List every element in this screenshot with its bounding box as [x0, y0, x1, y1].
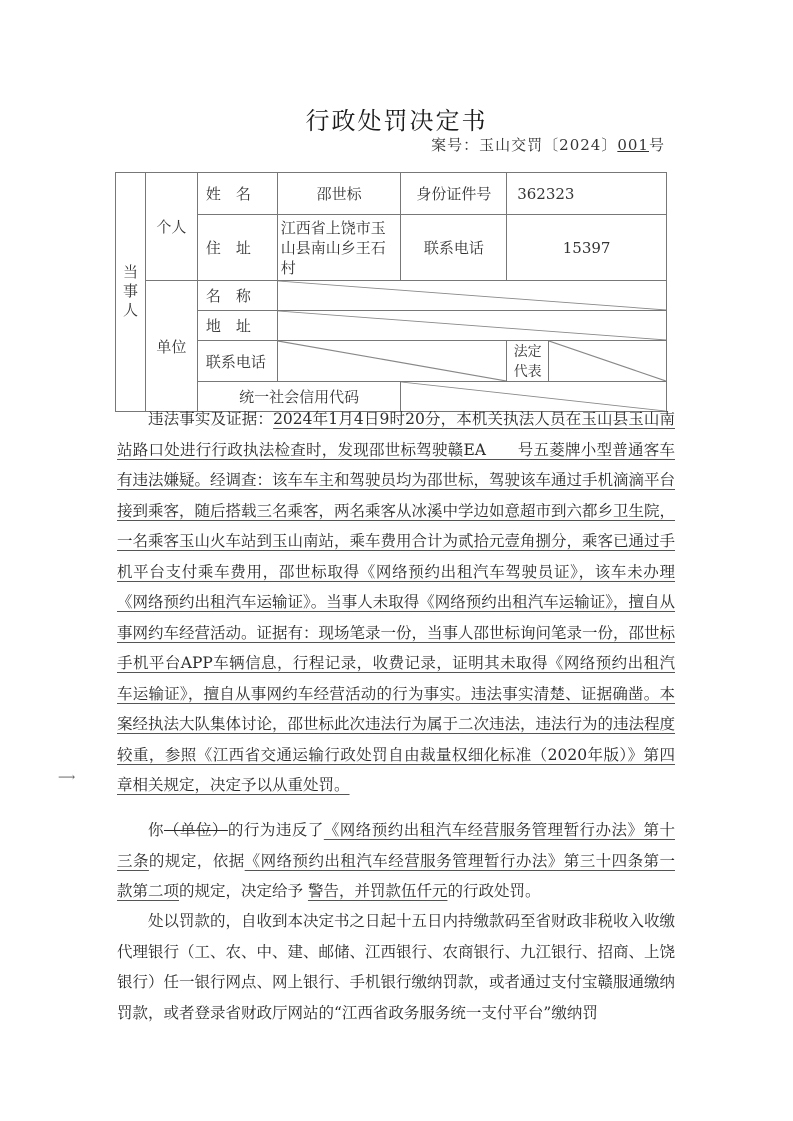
law-violated: 《网络预约出租汽车经营服务管理暂行办法》第十三条: [117, 821, 675, 870]
phone-label: 联系电话: [401, 215, 507, 281]
violation-text-3: 的规定，决定给予: [179, 882, 308, 900]
violation-text-4: 的行政处罚。: [447, 882, 541, 900]
violation-you: 你: [148, 821, 164, 839]
id-value: 362323: [507, 173, 667, 215]
unit-address-value: [277, 311, 666, 341]
credit-code-label: 统一社会信用代码: [197, 382, 401, 412]
party-group-label: 当事人: [116, 173, 146, 412]
facts-text: 2024年1月4日9时20分，本机关执法人员在玉山县玉山南站路口处进行行政执法检查时，发现邵世标驾驶赣EA 号五菱牌小型普通客车有违法嫌疑。经调查：该车车主和驾驶员均为邵世标，驾驶该车通过手机滴滴平台接到乘客，随后搭载三名乘客，两名乘客从冰溪中学边如意超市到六都乡卫生院，一名乘客玉山火车站到玉山南站，乘车费用合计为贰拾元壹角捌分，乘客已通过手机平台支付乘车费用，邵世标取得《网络预约出租汽车驾驶员证》，该车未办理《网络预约出租汽车运输证》。当事人未取得《网络预约出租汽车运输证》，擅自从事网约车经营活动。证据有：现场笔录一份，当事人邵世标询问笔录一份，邵世标手机平台APP车辆信息，行程记录，收费记录，证明其未取得《网络预约出租汽车运输证》，擅自从事网约车经营活动的行为事实。违法事实清楚、证据确凿。本案经执法大队集体讨论，邵世标此次违法行为属于二次违法，违法行为的违法程度较重，参照《江西省交通运输行政处罚自由裁量权细化标准（2020年版）》第四章相关规定，决定予以从重处罚。: [117, 410, 676, 794]
violation-section: [117, 815, 675, 907]
unit-name-label: 名 称: [197, 281, 277, 311]
case-number-value: 001: [617, 136, 649, 154]
unit-address-label: 地 址: [197, 311, 277, 341]
facts-paragraph: [117, 404, 675, 801]
violation-text-1: 的行为违反了: [227, 821, 324, 839]
violation-paragraph: [117, 815, 675, 907]
unit-label: 单位: [145, 281, 197, 412]
unit-name-value: [277, 281, 666, 311]
penalty: 警告，并罚款伍仟元: [307, 882, 448, 900]
case-number: [431, 134, 665, 155]
unit-struck: （单位）: [163, 821, 228, 839]
document-title: 行政处罚决定书: [305, 107, 488, 135]
scan-mark: ⟶: [58, 770, 76, 784]
law-basis: 《网络预约出租汽车经营服务管理暂行办法》第三十四条第一款第二项: [117, 851, 675, 900]
violation-text-2: 的规定，依据: [148, 851, 245, 870]
phone-value: 15397: [507, 215, 667, 281]
facts-section: [117, 404, 675, 801]
name-value: 邵世标: [277, 173, 401, 215]
legal-rep-label: 法定代表: [507, 341, 549, 382]
address-value: 江西省上饶市玉山县南山乡王石村: [277, 215, 401, 281]
address-label: 住 址: [197, 215, 277, 281]
party-info-table: [115, 172, 667, 412]
legal-rep-value: [549, 341, 667, 382]
case-number-suffix: 号: [648, 136, 665, 154]
payment-paragraph: 处以罚款的，自收到本决定书之日起十五日内持缴款码至省财政非税收入收缴代理银行（工、农、中、建、邮储、江西银行、农商银行、九江银行、招商、上饶银行）任一银行网点、网上银行、手机银行缴纳罚款，或者通过支付宝赣服通缴纳罚款，或者登录省财政厅网站的“江西省政务服务统一支付平台”缴纳罚: [117, 912, 676, 1022]
individual-label: 个人: [145, 173, 197, 281]
facts-lead: 违法事实及证据：: [148, 410, 274, 428]
name-label: 姓 名: [197, 173, 277, 215]
payment-section: [117, 906, 675, 1028]
unit-phone-value: [277, 341, 506, 382]
case-number-prefix: 案号：玉山交罚〔2024〕: [431, 136, 618, 154]
unit-phone-label: 联系电话: [197, 341, 277, 382]
id-label: 身份证件号: [401, 173, 507, 215]
